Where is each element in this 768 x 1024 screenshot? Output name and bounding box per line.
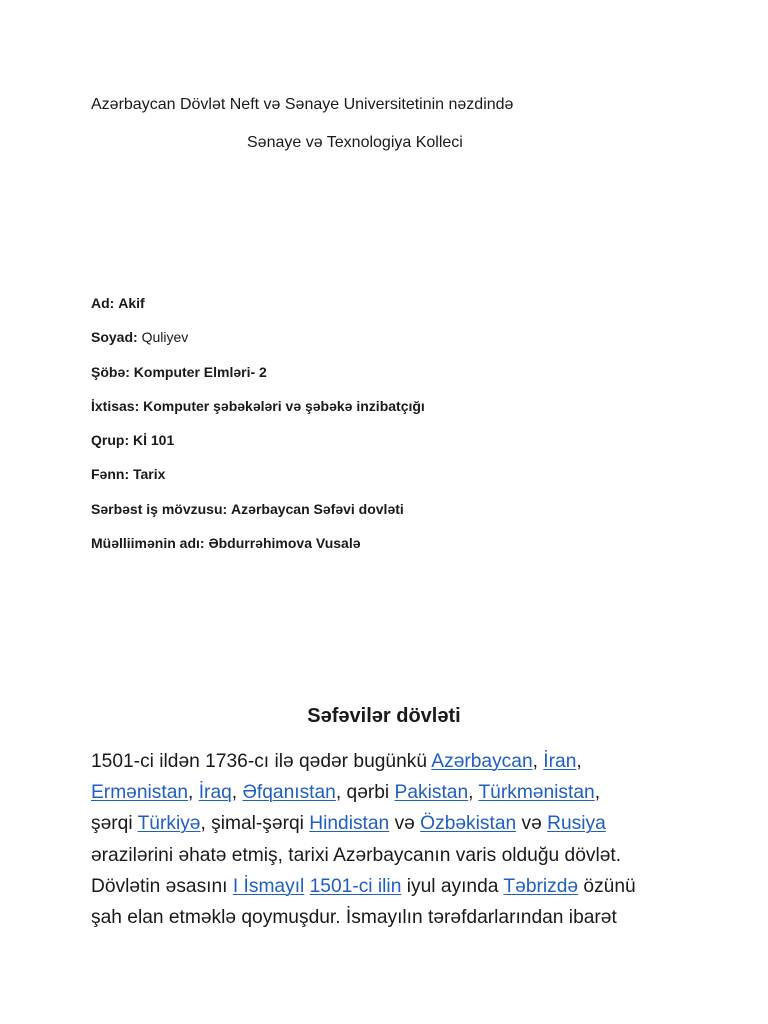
field-last-name: [91, 320, 425, 354]
college-title: Sənaye və Texnologiya Kolleci: [247, 134, 463, 151]
body-line: [91, 840, 681, 871]
student-info: [91, 286, 425, 560]
link-ozbekistan[interactable]: Özbəkistan: [420, 813, 517, 835]
field-specialty: [91, 389, 425, 423]
field-label: Sərbəst iş mövzusu:: [91, 500, 228, 517]
link-iraq[interactable]: İraq: [198, 782, 232, 804]
field-first-name: [91, 286, 425, 320]
body-text: və: [389, 813, 421, 835]
body-text: 1501-ci ildən 1736-cı ilə qədər bugünkü: [91, 751, 432, 772]
body-line: [91, 871, 681, 902]
link-iran[interactable]: İran: [543, 751, 577, 772]
body-text: , qərbi: [335, 782, 395, 804]
field-value: Tarix: [133, 466, 166, 483]
body-text: ,: [594, 782, 601, 804]
link-azerbaycan[interactable]: Azərbaycan: [431, 751, 533, 772]
body-text: şah elan etməklə qoymuşdur. İsmayılın tərəfdarlarından ibarət: [91, 907, 617, 929]
link-turkiye[interactable]: Türkiyə: [137, 813, 201, 835]
body-text: şərqi: [91, 813, 138, 835]
field-topic: [91, 492, 425, 526]
body-text: və: [516, 813, 548, 835]
field-teacher: [91, 526, 425, 560]
field-department: [91, 355, 425, 389]
body-text: ərazilərini əhatə etmiş, tarixi Azərbaycanın varis olduğu dövlət.: [91, 844, 622, 866]
field-value: Azərbaycan Səfəvi dovləti: [231, 500, 404, 517]
field-subject: [91, 457, 425, 491]
field-value: Əbdurrəhimova Vusalə: [208, 535, 361, 552]
link-ermenistan[interactable]: Ermənistan: [91, 782, 189, 804]
body-text: ,: [231, 782, 243, 804]
field-value: Komputer Elmləri- 2: [133, 363, 267, 380]
field-value: Komputer şəbəkələri və şəbəkə inzibatçığı: [143, 397, 425, 414]
link-ismayil[interactable]: I İsmayıl: [232, 875, 305, 897]
article-title: Səfəvilər dövləti: [307, 705, 461, 727]
field-label: Fənn:: [91, 466, 130, 483]
field-value: Kİ 101: [133, 432, 175, 449]
body-line: [91, 902, 681, 933]
body-text: iyul ayında: [401, 875, 504, 897]
body-text: ,: [188, 782, 199, 804]
body-line: [91, 808, 681, 839]
field-value: Quliyev: [141, 329, 189, 346]
link-rusiya[interactable]: Rusiya: [547, 813, 606, 835]
institution-title: Azərbaycan Dövlət Neft və Sənaye Universitetinin nəzdində: [91, 96, 514, 113]
link-turkmenistan[interactable]: Türkmənistan: [478, 782, 595, 804]
body-text: ,: [576, 751, 582, 772]
field-group: [91, 423, 425, 457]
link-tebriz[interactable]: Təbrizdə: [503, 875, 579, 897]
body-text: Dövlətin əsasını: [91, 875, 233, 897]
body-text: özünü: [578, 875, 636, 897]
link-hindistan[interactable]: Hindistan: [309, 813, 390, 835]
field-label: İxtisas:: [91, 397, 140, 414]
link-1501-ilin[interactable]: 1501-ci ilin: [309, 875, 402, 897]
article-body: [91, 746, 681, 933]
link-pakistan[interactable]: Pakistan: [394, 782, 469, 804]
link-efqanistan[interactable]: Əfqanıstan: [242, 782, 336, 804]
body-text: , şimal-şərqi: [200, 813, 310, 835]
body-text: ,: [532, 751, 544, 772]
field-label: Müəlliimənin adı:: [91, 535, 205, 552]
field-label: Soyad:: [91, 329, 138, 346]
field-value: Akif: [118, 295, 145, 311]
field-label: Şöbə:: [91, 363, 130, 380]
field-label: Qrup:: [91, 432, 130, 449]
body-text: ,: [468, 782, 479, 804]
body-line: [91, 777, 681, 808]
body-line: [91, 746, 681, 777]
field-label: Ad:: [91, 295, 115, 311]
